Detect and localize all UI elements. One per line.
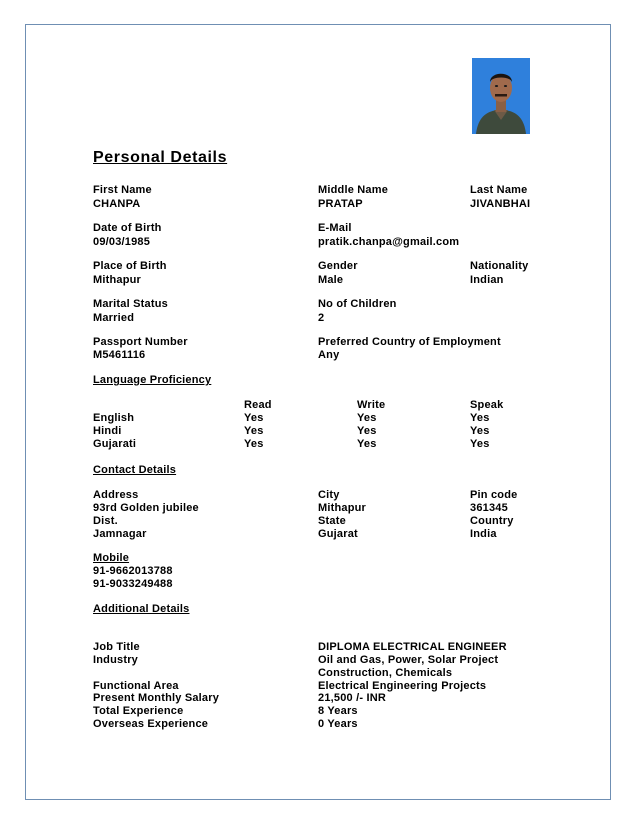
language-write: Yes: [357, 425, 377, 437]
email-value: pratik.chanpa@gmail.com: [318, 236, 460, 248]
col-write: Write: [357, 399, 386, 411]
overseas-experience-value: 0 Years: [318, 718, 358, 730]
marital-value: Married: [93, 312, 135, 324]
mobile-number: 91-9033249488: [93, 578, 173, 590]
marital-label: Marital Status: [93, 298, 168, 310]
mobile-heading: Mobile: [93, 552, 130, 564]
language-name: English: [93, 412, 135, 424]
language-speak: Yes: [470, 425, 490, 437]
address-line1: 93rd Golden jubilee: [93, 502, 199, 514]
mobile-number: 91-9662013788: [93, 565, 173, 577]
middle-name-label: Middle Name: [318, 184, 389, 196]
pin-value: 361345: [470, 502, 508, 514]
city-label: City: [318, 489, 340, 501]
country-value: India: [470, 528, 497, 540]
children-label: No of Children: [318, 298, 397, 310]
preferred-country-label: Preferred Country of Employment: [318, 336, 501, 348]
profile-photo: [472, 58, 530, 134]
last-name-value: JIVANBHAI: [470, 198, 531, 210]
language-read: Yes: [244, 412, 264, 424]
country-label: Country: [470, 515, 514, 527]
preferred-country-value: Any: [318, 349, 340, 361]
pin-label: Pin code: [470, 489, 518, 501]
col-read: Read: [244, 399, 272, 411]
language-name: Gujarati: [93, 438, 137, 450]
last-name-label: Last Name: [470, 184, 528, 196]
industry-label: Industry: [93, 654, 138, 666]
salary-value: 21,500 /- INR: [318, 692, 387, 704]
dist-label: Dist.: [93, 515, 118, 527]
passport-value: M5461116: [93, 349, 146, 361]
salary-label: Present Monthly Salary: [93, 692, 220, 704]
contact-heading: Contact Details: [93, 464, 177, 476]
total-experience-value: 8 Years: [318, 705, 358, 717]
birth-place-value: Mithapur: [93, 274, 142, 286]
functional-area-value: Electrical Engineering Projects: [318, 680, 487, 692]
language-write: Yes: [357, 412, 377, 424]
job-title-value: DIPLOMA ELECTRICAL ENGINEER: [318, 641, 507, 653]
state-value: Gujarat: [318, 528, 358, 540]
nationality-label: Nationality: [470, 260, 529, 272]
language-name: Hindi: [93, 425, 122, 437]
language-read: Yes: [244, 438, 264, 450]
functional-area-label: Functional Area: [93, 680, 179, 692]
gender-value: Male: [318, 274, 344, 286]
total-experience-label: Total Experience: [93, 705, 184, 717]
first-name-label: First Name: [93, 184, 152, 196]
birth-place-label: Place of Birth: [93, 260, 167, 272]
city-value: Mithapur: [318, 502, 367, 514]
first-name-value: CHANPA: [93, 198, 141, 210]
language-speak: Yes: [470, 438, 490, 450]
language-read: Yes: [244, 425, 264, 437]
nationality-value: Indian: [470, 274, 504, 286]
language-speak: Yes: [470, 412, 490, 424]
state-label: State: [318, 515, 346, 527]
address-label: Address: [93, 489, 139, 501]
email-label: E-Mail: [318, 222, 352, 234]
children-value: 2: [318, 312, 325, 324]
industry-value-line2: Construction, Chemicals: [318, 667, 453, 679]
language-heading: Language Proficiency: [93, 374, 212, 386]
page-title: Personal Details: [93, 149, 228, 166]
gender-label: Gender: [318, 260, 358, 272]
industry-value-line1: Oil and Gas, Power, Solar Project: [318, 654, 499, 666]
dist-value: Jamnagar: [93, 528, 147, 540]
dob-value: 09/03/1985: [93, 236, 151, 248]
language-write: Yes: [357, 438, 377, 450]
middle-name-value: PRATAP: [318, 198, 363, 210]
col-speak: Speak: [470, 399, 504, 411]
job-title-label: Job Title: [93, 641, 140, 653]
passport-label: Passport Number: [93, 336, 188, 348]
overseas-experience-label: Overseas Experience: [93, 718, 209, 730]
additional-heading: Additional Details: [93, 603, 190, 615]
dob-label: Date of Birth: [93, 222, 162, 234]
